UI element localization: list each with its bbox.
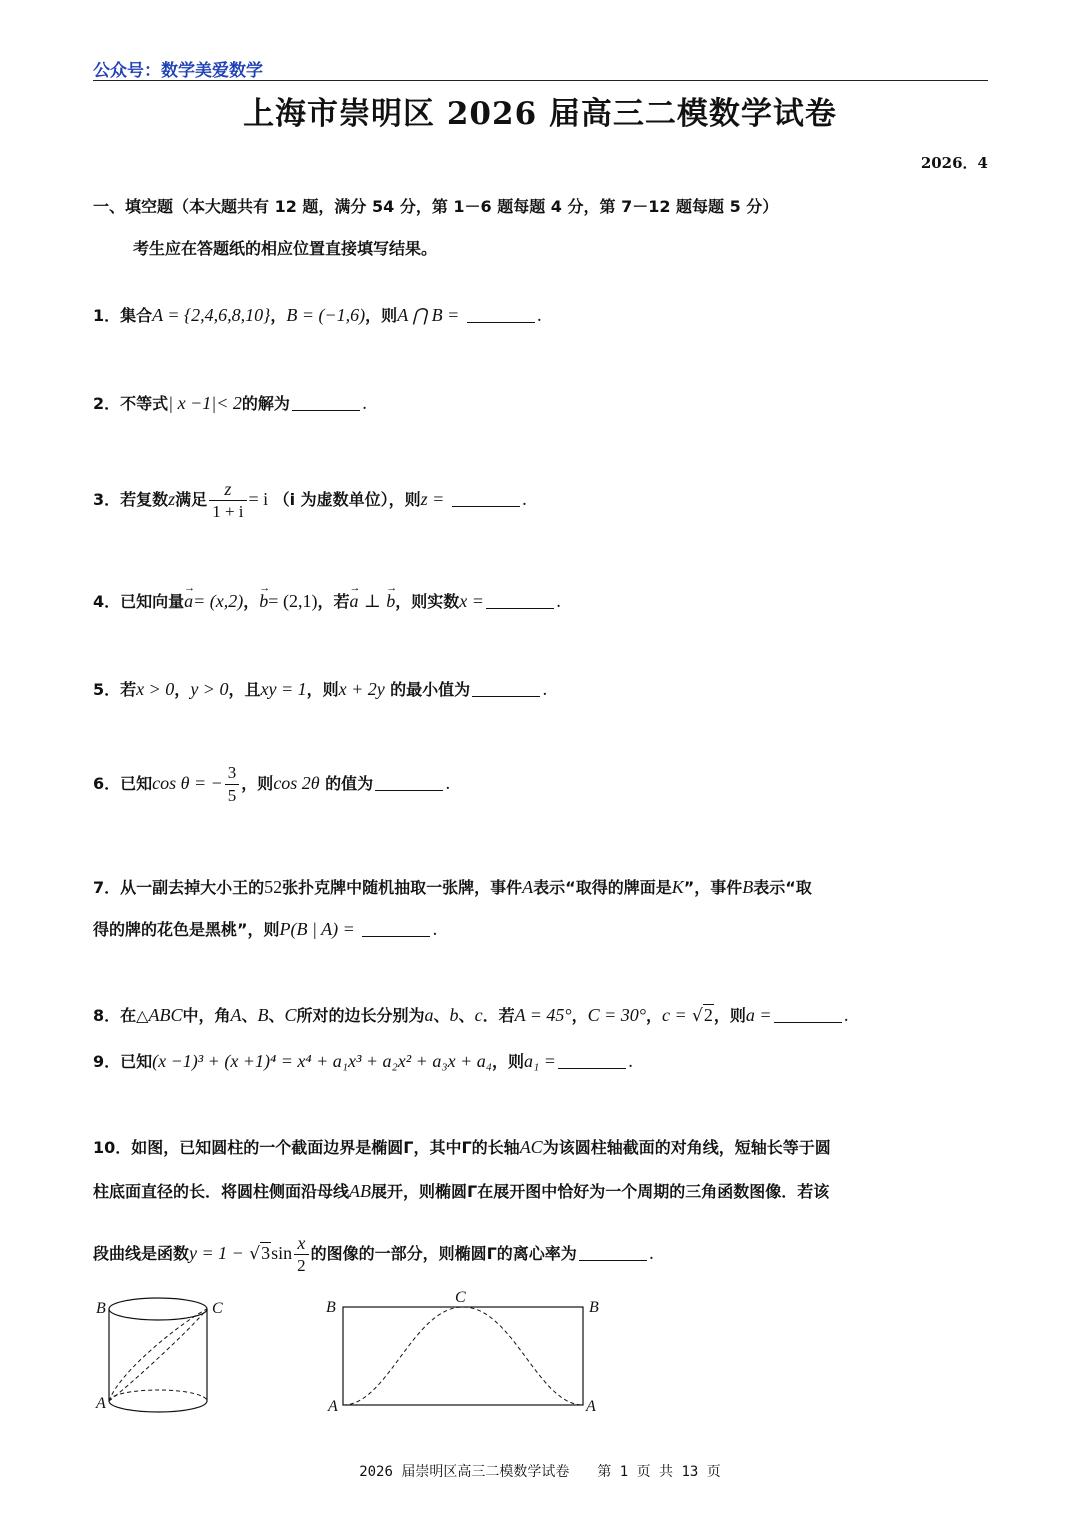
exam-title: 上海市崇明区 2026 届高三二模数学试卷 xyxy=(243,96,837,132)
vector-b: → b xyxy=(259,588,268,614)
fraction: $\frac{x}{2}$ xyxy=(294,1232,309,1277)
cylinder-bottom-front xyxy=(109,1401,207,1412)
answer-blank xyxy=(486,590,554,609)
ellipse-section-back xyxy=(109,1309,207,1401)
section-heading: 一、填空题（本大题共有 12 题，满分 54 分，第 1－6 题每题 4 分，第 7－12 题每题 5 分） xyxy=(93,197,779,216)
label-B: B xyxy=(96,1300,106,1317)
label-A-left: A xyxy=(328,1398,338,1415)
vector-a: → a xyxy=(184,588,193,614)
question-5: 5．若x > 0，y > 0，且xy = 1，则x + 2y 的最小值为 . xyxy=(93,679,548,700)
question-8: 8．在△ABC中，角A、B、C所对的边长分别为a、b、c．若A = 45°，C = 30°，c = √2，则a = . xyxy=(93,1005,849,1026)
cylinder-bottom-back xyxy=(109,1390,207,1401)
ellipse-section-front xyxy=(109,1309,207,1401)
answer-blank xyxy=(362,918,430,937)
fraction: $\frac{z}{1 + i}$ xyxy=(209,478,246,523)
answer-blank xyxy=(467,304,535,323)
label-B-left: B xyxy=(326,1299,336,1316)
label-B-right: B xyxy=(589,1299,599,1316)
cylinder-top-ellipse xyxy=(109,1298,207,1320)
page-footer: 2026 届崇明区高三二模数学试卷 第 1 页 共 13 页 xyxy=(359,1464,721,1480)
sqrt-radicand: 2 xyxy=(703,1005,713,1025)
unrolled-rectangle xyxy=(343,1307,583,1405)
answer-blank xyxy=(452,488,520,507)
sqrt-radicand: 3 xyxy=(261,1243,271,1263)
answer-blank xyxy=(292,392,360,411)
sine-curve xyxy=(343,1307,583,1405)
exam-date: 2026．4 xyxy=(920,154,988,172)
question-3: 3．若复数z满足 $\frac{z}{1 + i}$ = i （i 为虚数单位），则z = . xyxy=(93,479,528,521)
question-2: 2．不等式| x −1|< 2的解为 . xyxy=(93,393,368,414)
answer-blank xyxy=(558,1050,626,1069)
question-7-line-2: 得的牌的花色是黑桃”，则P(B | A) = . xyxy=(93,919,438,940)
header-divider xyxy=(93,80,988,81)
question-4: 4．已知向量→ a= (x,2)，→ b= (2,1)，若→ a ⊥ → b，则实数x = . xyxy=(93,588,993,615)
question-1: 1．集合A = {2,4,6,8,10}，B = (−1,6)，则A ⋂ B = . xyxy=(93,305,543,326)
question-9: 9．已知(x −1)³ + (x +1)⁴ = x⁴ + a₁x³ + a₂x² + a₃x + a₄，则a₁ = . xyxy=(93,1051,634,1072)
label-C-top: C xyxy=(455,1289,466,1306)
cylinder-figure xyxy=(90,1290,240,1420)
question-10-line-2: 柱底面直径的长．将圆柱侧面沿母线AB展开，则椭圆Γ在展开图中恰好为一个周期的三角函数图像．若该 xyxy=(93,1181,830,1201)
question-10-line-3: 段曲线是函数y = 1 − √3sin $\frac{x}{2}$ 的图像的一部分，则椭圆Γ的离心率为 . xyxy=(93,1233,655,1275)
answer-blank xyxy=(472,678,540,697)
answer-blank xyxy=(375,772,443,791)
wechat-account-label: 公众号：数学美爱数学 xyxy=(93,61,263,81)
fraction: $\frac{3}{5}$ xyxy=(225,762,240,807)
question-10-line-1: 10．如图，已知圆柱的一个截面边界是椭圆Γ，其中Γ的长轴AC为该圆柱轴截面的对角线，短轴长等于圆 xyxy=(93,1137,831,1157)
question-6: 6．已知cos θ = − $\frac{3}{5}$ ，则cos 2θ 的值为 . xyxy=(93,763,451,805)
section-instruction: 考生应在答题纸的相应位置直接填写结果。 xyxy=(133,239,438,258)
answer-blank xyxy=(774,1004,842,1023)
label-C: C xyxy=(212,1300,223,1317)
label-A-right: A xyxy=(586,1398,596,1415)
unrolled-figure xyxy=(318,1285,608,1425)
answer-blank xyxy=(579,1242,647,1261)
question-7-line-1: 7．从一副去掉大小王的52张扑克牌中随机抽取一张牌，事件A表示“取得的牌面是K”，事件B表示“取 xyxy=(93,877,812,897)
label-A: A xyxy=(96,1395,106,1412)
